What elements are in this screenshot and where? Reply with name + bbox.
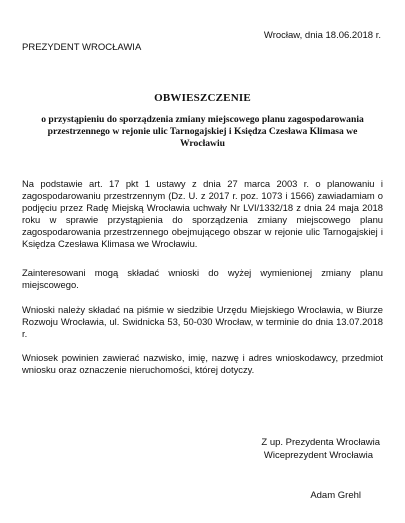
body-paragraph-submission: Wnioski należy składać na piśmie w siedzibie Urzędu Miejskiego Wrocławia, w Biurze Rozwoju Wrocławia, ul. Swidnicka 53, 50-030 Wrocław, w terminie do dnia 13.07.2018 r. xyxy=(22,304,383,339)
signature-role: Wiceprezydent Wrocławia xyxy=(263,450,373,461)
document-subject: o przystąpieniu do sporządzenia zmiany miejscowego planu zagospodarowania przestrzennego w rejonie ulic Tarnogajskiej i Księdza Czesława Klimasa we Wrocławiu xyxy=(41,114,364,149)
document-title: OBWIESZCZENIE xyxy=(154,92,251,104)
body-paragraph-requirements: Wniosek powinien zawierać nazwisko, imię, nazwę i adres wnioskodawcy, przedmiot wniosku oraz oznaczenie nieruchomości, której dotyczy. xyxy=(22,352,383,375)
issuer: PREZYDENT WROCŁAWIA xyxy=(22,42,142,53)
signature-authorization: Z up. Prezydenta Wrocławia xyxy=(261,437,380,448)
signature-name: Adam Grehl xyxy=(310,490,361,501)
place-date: Wrocław, dnia 18.06.2018 r. xyxy=(263,30,381,41)
body-paragraph-invitation: Zainteresowani mogą składać wnioski do wyżej wymienionej zmiany planu miejscowego. xyxy=(22,267,383,290)
body-paragraph-legal-basis: Na podstawie art. 17 pkt 1 ustawy z dnia 27 marca 2003 r. o planowaniu i zagospodarowaniu przestrzennym (Dz. U. z 2017 r. poz. 1073 i 1566) zawiadamiam o podjęciu przez Radę Miejską Wrocławia uchwały Nr LVI/1332/18 z dnia 24 maja 2018 roku w sprawie przystąpienia do sporządzenia zmiany miejscowego planu zagospodarowania przestrzennego obejmującego obszar w rejonie ulic Tarnogajskiej i Księdza Czesława Klimasa we Wrocławiu. xyxy=(22,178,383,249)
